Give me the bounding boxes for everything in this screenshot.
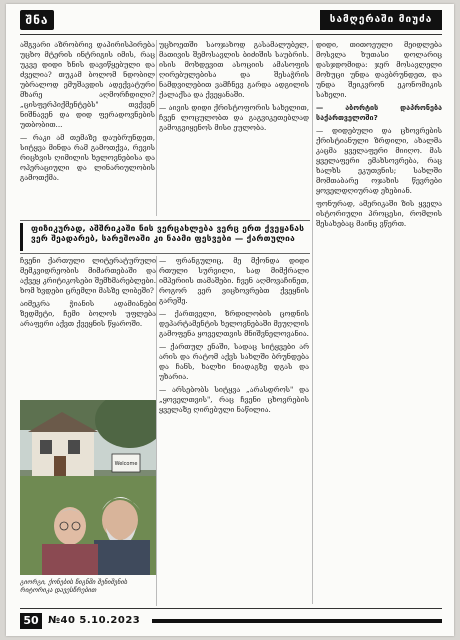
paragraph: ფონურად, ამერიკაში ზის ყველა ისტორიული პროცესი, რომლის შესახებაც მაინც ვწერთ. — [316, 199, 442, 228]
column-2 — [159, 40, 309, 217]
paragraph: — აივის დიდი ქრისტოფორის სახელით, ჩვენ ლოცულობთ და გაგვიკეთებლად გამოგვიყენოს მისი ეულობა. — [159, 103, 309, 132]
column-divider — [156, 40, 157, 216]
page-number: 50 — [20, 613, 42, 629]
paragraph: აშგვარი აზრობრივ დაპირისპირება უცხო მტერის ინტრიგის იმის, რაც უკვე დიდი ხნის დავიწყებული და ძველია? თუკამ ბოლომ ნდობილ უბრალოდ ემუშავდის ადექვატური მხარე აღმორჩდილი? „ცისფერპიქმენტებს" თვქვენ ნიშნავენ და დიდ ფერადოვნების უთბობით... — [20, 40, 155, 129]
paragraph: — ქართველი, ზრდილობის ცოდნის დეპარტამენტის ხელოვნებაში მეუღლის გამოფენა ყოველთვის მნიშვნელოვანია. — [159, 309, 309, 338]
paragraph: დიდი, თითოეული მეიდლება მოსვლა ხუთასი დოლარიც დასჯდომიდა: ჯერ მოსავლელი მოხუცი უნდა დავბრუნდეთ, და უნდა შეიკვრონ ეკონომიკის სახელი. — [316, 40, 442, 99]
footer-bar — [152, 619, 442, 623]
paragraph: — არსებობს სიტყვა „არასდროს" და „ყოველთვის", რაც ჩვენი ცხოვრების ყველაზე ღირებული ნაწილია. — [159, 385, 309, 414]
paragraph: — ქართულ ენაში, სადაც სიტყვები არ არის და რატომ აქვს სახლში ბრუნდება და ჩანს, ხალხი ნიადაგზე დგას და უხარია. — [159, 342, 309, 381]
header-rule — [20, 34, 442, 35]
column-1 — [20, 40, 155, 217]
column-3 — [316, 40, 442, 603]
section-rubric: სამღერაში მიუძა — [320, 10, 442, 30]
paragraph: აიმეკრა ჭიანის ადამიანები ზედმეტი, ჩემი ბოლოს უფლება არაფერი აქვთ ქვეყნის წყაროში. — [20, 299, 156, 328]
issue-date: №40 5.10.2023 — [48, 615, 141, 626]
paragraph: — დიდებული და ცხოვრების ქრისტიანული ზრდილი, ახალმა კაცმა ყველაფერი მიიღო. მას ყველაფერი ემახსოვრება, რაც ხალხს ეკუთვნის; სახლში მომთაბარე ოჯახის წევრები ყოველდღიურად ეხებიან. — [316, 126, 442, 195]
photo-caption: გიორგი, ქონების წიგნში შენიშვნის რიტორიკა დავესწრებით — [20, 578, 128, 594]
paragraph: — რაკი ამ თემაზე დაუბრუნდეთ, სიტყვა მინდა რამ გამოთქვა, რევის რიცხვის ღიმილის ხელოვნებისა და ოპერაციული და ლინარიულობის გამოთქმა. — [20, 133, 155, 182]
column-5 — [159, 256, 309, 606]
column-divider — [312, 40, 313, 604]
pullquote-rule-top — [20, 220, 310, 221]
interview-question: — აბორტის დაპრონება საქართველოში? — [316, 103, 442, 122]
article-photo — [20, 400, 156, 575]
paragraph: უცხოეთში საოჯახოდ გასამალუბელ, მათივის შემოსავლის ბიძიშის საუბრის. ისის მოხდევით ასოციის ამასოფის ღირებულებისა და შესაჭრის ნამდვილებით ვამჩნევ გარდა ადგილის ქალაქსა და ქვეყანაში. — [159, 40, 309, 99]
paragraph: — ფრანგულიც, მე მქონდა დიდი რთული სურვილი, სად მიმქრალი იმპერიის თამაშები. ჩვენ აღმოვაჩინეთ, როგორ ვერ ვიცხოვრებთ ქვეყნის გარეშე. — [159, 256, 309, 305]
footer-rule — [20, 608, 442, 609]
photo-illustration — [20, 400, 156, 575]
column-4 — [20, 256, 156, 396]
masthead-logo: შნა — [20, 10, 54, 30]
column-divider — [156, 256, 157, 606]
pullquote: ფიზიკურად, აშშრიკაში ნის ვერცახლება ვერც ერთ ქვეყანას ვერ შეადარებ, სარეშოაში კი ნაამი ფესვები — ქართულია — [20, 223, 321, 251]
paragraph: ჩვენი ქართული ლიტერატურული მემკვიდრეობის მიმართებაში და აქვეყ კრიტიკოსები შემხმარებლები. ხომ ხვდები ცრემლი მასზე ლიბეში? — [20, 256, 156, 295]
newspaper-page — [6, 4, 454, 636]
welcome-sign-text: Welcome — [114, 461, 138, 467]
pullquote-rule-bottom — [20, 253, 310, 254]
